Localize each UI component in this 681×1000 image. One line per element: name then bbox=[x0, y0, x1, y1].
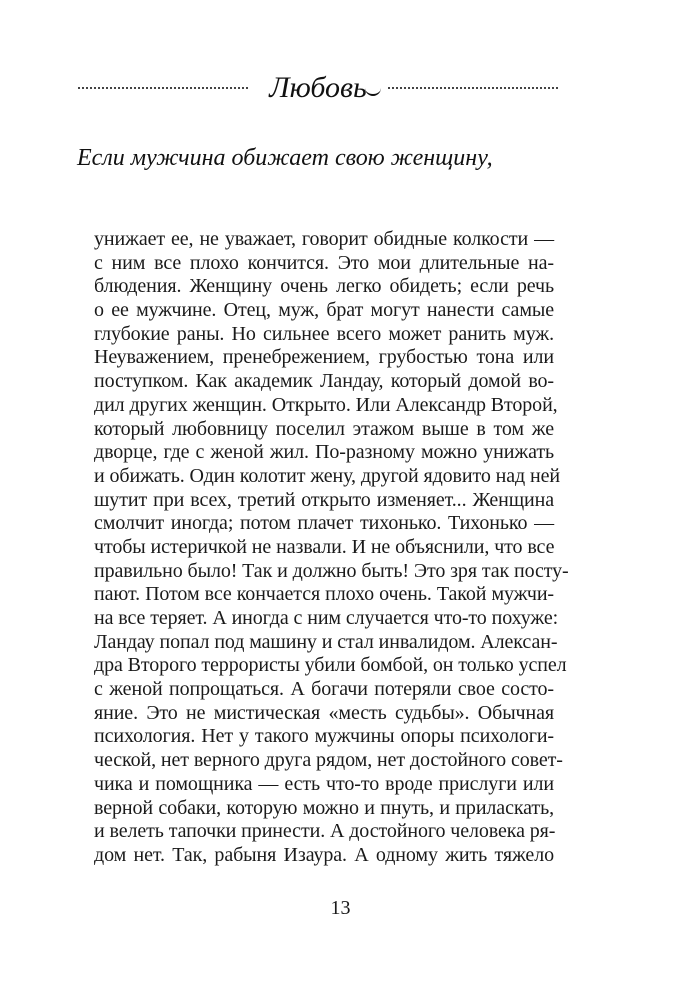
body-line: психология. Нет у такого мужчины опоры психологи- bbox=[94, 725, 554, 748]
body-line: чтобы истеричкой не назвали. И не объяснили, что все bbox=[94, 535, 555, 558]
body-line: глубокие раны. Но сильнее всего может ранить муж. bbox=[94, 322, 554, 345]
body-line: верной собаки, которую можно и пнуть, и приласкать, bbox=[94, 796, 554, 819]
section-title: Любовь bbox=[253, 68, 383, 108]
body-line: дра Второго террористы убили бомбой, он только успел bbox=[94, 654, 567, 677]
body-line: дил других женщин. Открыто. Или Александр Второй, bbox=[94, 393, 558, 416]
body-line: правильно было! Так и должно быть! Это зря так посту- bbox=[94, 559, 569, 582]
body-line: яние. Это не мистическая «месть судьбы». Обычная bbox=[94, 701, 554, 724]
body-line: с женой попрощаться. А богачи потеряли свое состо- bbox=[94, 678, 554, 701]
body-line: пают. Потом все кончается плохо очень. Такой мужчи- bbox=[94, 583, 554, 606]
body-line: который любовницу поселил этажом выше в том же bbox=[94, 417, 554, 440]
header-dotted-rule-right bbox=[388, 87, 558, 89]
body-line: Неуважением, пренебрежением, грубостью тона или bbox=[94, 346, 554, 369]
body-line: смолчит иногда; потом плачет тихонько. Тихонько — bbox=[94, 512, 554, 535]
body-line: унижает ее, не уважает, говорит обидные колкости — bbox=[94, 228, 554, 250]
body-line: дом нет. Так, рабыня Изаура. А одному жить тяжело bbox=[94, 843, 554, 866]
body-line: с ним все плохо кончится. Это мои длительные на- bbox=[94, 251, 554, 274]
body-line: и обижать. Один колотит жену, другой ядовито над ней bbox=[94, 464, 561, 487]
running-header bbox=[78, 68, 558, 108]
body-line: поступком. Как академик Ландау, который домой во- bbox=[94, 370, 554, 393]
body-line: Ландау попал под машину и стал инвалидом. Алексан- bbox=[94, 630, 558, 653]
body-line: и велеть тапочки принести. А достойного человека ря- bbox=[94, 820, 556, 843]
page-number: 13 bbox=[330, 897, 351, 919]
body-line: о ее мужчине. Отец, муж, брат могут нанести самые bbox=[94, 299, 554, 322]
body-line: шутит при всех, третий открыто изменяет... Женщина bbox=[94, 488, 554, 511]
body-line: ческой, нет верного друга рядом, нет достойного совет- bbox=[94, 749, 563, 772]
chapter-heading: Если мужчина обижает свою женщину, bbox=[77, 145, 493, 171]
body-line: дворце, где с женой жил. По-разному можно унижать bbox=[94, 441, 554, 464]
body-line: на все теряет. А иногда с ним случается что-то похуже: bbox=[94, 607, 559, 629]
header-dotted-rule-left bbox=[78, 87, 248, 89]
body-line: блюдения. Женщину очень легко обидеть; если речь bbox=[94, 275, 554, 298]
body-text bbox=[94, 228, 569, 868]
body-line: чика и помощника — есть что-то вроде прислуги или bbox=[94, 772, 554, 795]
